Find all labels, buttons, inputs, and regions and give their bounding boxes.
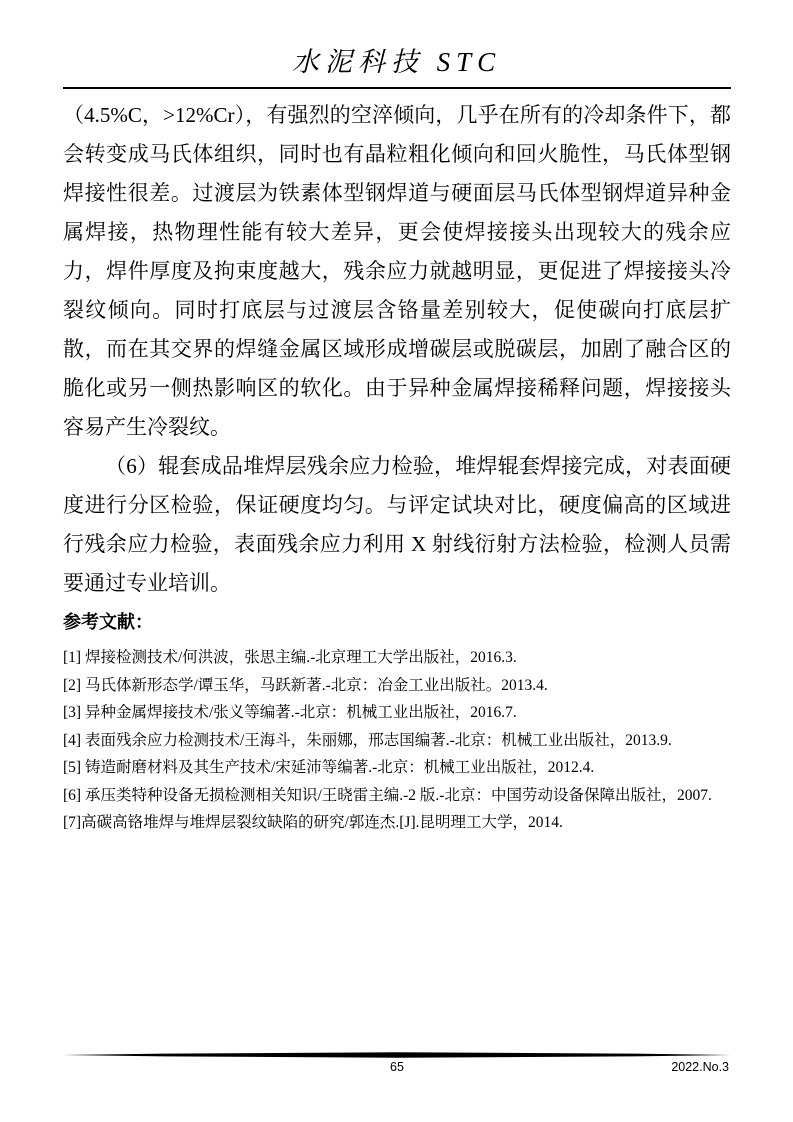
reference-item: [2] 马氏体新形态学/谭玉华，马跃新著.-北京：冶金工业出版社。2013.4.: [63, 676, 548, 694]
reference-item: [7]高碳高铬堆焊与堆焊层裂纹缺陷的研究/郭连杰.[J].昆明理工大学，2014.: [63, 814, 563, 831]
footer-rule: [63, 1052, 731, 1058]
references-section: [63, 608, 731, 837]
body-paragraph: （6）辊套成品堆焊层残余应力检验，堆焊辊套焊接完成，对表面硬度进行分区检验，保证硬度均匀。与评定试块对比，硬度偏高的区域进行残余应力检验，表面残余应力利用 X 射线衍射方法检验，检测人员需要通过专业培训。: [63, 454, 731, 595]
references-heading: 参考文献：: [63, 612, 153, 632]
issue-number: 2022.No.3: [671, 1060, 729, 1074]
reference-item: [4] 表面残余应力检测技术/王海斗，朱丽娜，邢志国编著.-北京：机械工业出版社，2013.9.: [63, 731, 672, 749]
reference-item: [1] 焊接检测技术/何洪波，张思主编.-北京理工大学出版社，2016.3.: [63, 649, 517, 666]
article-body: [63, 96, 731, 603]
page-number: 65: [390, 1060, 404, 1074]
reference-item: [5] 铸造耐磨材料及其生产技术/宋延沛等编著.-北京：机械工业出版社，2012.4.: [63, 759, 595, 776]
reference-item: [6] 承压类特种设备无损检测相关知识/王晓雷主编.-2 版.-北京：中国劳动设备保障出版社，2007.: [63, 786, 712, 804]
body-paragraph: （4.5%C，>12%Cr），有强烈的空淬倾向，几乎在所有的冷却条件下，都会转变成马氏体组织，同时也有晶粒粗化倾向和回火脆性，马氏体型钢焊接性很差。过渡层为铁素体型钢焊道与硬面层马氏体型钢焊道异种金属焊接，热物理性能有较大差异，更会使焊接接头出现较大的残余应力，焊件厚度及拘束度越大，残余应力就越明显，更促进了焊接接头冷裂纹倾向。同时打底层与过渡层含铬量差别较大，促使碳向打底层扩散，而在其交界的焊缝金属区域形成增碳层或脱碳层，加剧了融合区的脆化或另一侧热影响区的软化。由于异种金属焊接稀释问题，焊接接头容易产生冷裂纹。: [63, 103, 731, 439]
page-footer: [63, 1060, 731, 1078]
reference-item: [3] 异种金属焊接技术/张义等编著.-北京：机械工业出版社，2016.7.: [63, 704, 517, 721]
journal-title: 水泥科技 STC: [291, 47, 502, 77]
header-rule: [63, 87, 731, 89]
